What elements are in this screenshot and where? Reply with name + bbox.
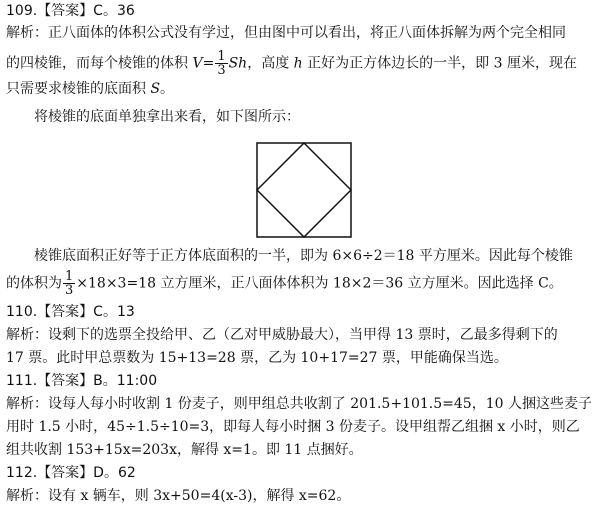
var-v: V (192, 55, 203, 72)
q109-line-2 (6, 50, 577, 77)
q109-line-3 (6, 80, 174, 98)
q110-line-2: 17 票。此时甲总票数为 15+13=28 票，乙为 10+17=27 票，甲能确保当选。 (6, 350, 508, 366)
square-diagram (256, 142, 352, 238)
fraction-denominator: 3 (65, 283, 74, 298)
q109-line-4: 将棱锥的底面单独拿出来看，如下图所示： (34, 109, 300, 125)
q109-line-1: 解析：正八面体的体积公式没有学过，但由图中可以看出，将正八面体拆解为两个完全相同 (6, 25, 566, 41)
q109-line-3-text-b: 。 (160, 81, 175, 97)
q110-header: 110.【答案】C。13 (6, 304, 135, 320)
var-sh: Sh (228, 55, 248, 72)
q109-equals: = (202, 55, 215, 72)
q109-header: 109.【答案】C。36 (6, 3, 135, 19)
var-h: h (293, 55, 303, 72)
q109-line-6-text-b: ×18×3=18 立方厘米，正八面体体积为 18×2＝36 立方厘米。因此选择 C。 (76, 275, 563, 292)
q111-line-1: 解析：设每人每小时收割 1 份麦子，则甲组总共收割了 201.5+101.5=45，10 人捆这些麦子 (6, 396, 592, 412)
q112-line-1: 解析：设有 x 辆车，则 3x+50=4(x-3)，解得 x=62。 (6, 488, 351, 504)
q112-header: 112.【答案】D。62 (6, 465, 136, 481)
fraction-one-third (215, 50, 227, 77)
q109-line-2-text-c: 正好为正方体边长的一半，即 3 厘米，现在 (302, 55, 577, 72)
q109-line-2-text-b: ，高度 (247, 55, 294, 72)
q111-line-2: 用时 1.5 小时，45÷1.5÷10=3，即每人每小时捆 3 份麦子。设甲组帮乙组捆 x 小时，则乙 (6, 419, 580, 435)
q109-line-6 (6, 270, 563, 297)
var-s: S (150, 81, 161, 97)
q109-line-2-text-a: 的四棱锥，而每个棱锥的体积 (6, 55, 193, 72)
outer-square (257, 143, 351, 237)
q111-header: 111.【答案】B。11:00 (6, 373, 158, 389)
q111-line-3: 组共收割 153+15x=203x，解得 x=1。即 11 点捆好。 (6, 442, 363, 458)
fraction-numerator: 1 (65, 269, 74, 284)
fraction-one-third-2 (63, 270, 75, 297)
q109-line-3-text-a: 只需要求棱锥的底面积 (6, 81, 151, 97)
fraction-denominator: 3 (217, 63, 226, 78)
q109-line-5: 棱锥底面积正好等于正方体底面积的一半，即为 6×6÷2＝18 平方厘米。因此每个棱锥 (34, 248, 573, 264)
fraction-numerator: 1 (217, 49, 226, 64)
inner-rotated-square (257, 143, 351, 237)
q110-line-1: 解析：设剩下的选票全投给甲、乙（乙对甲威胁最大），当甲得 13 票时，乙最多得剩下的 (6, 327, 558, 343)
q109-line-6-text-a: 的体积为 (6, 275, 62, 292)
